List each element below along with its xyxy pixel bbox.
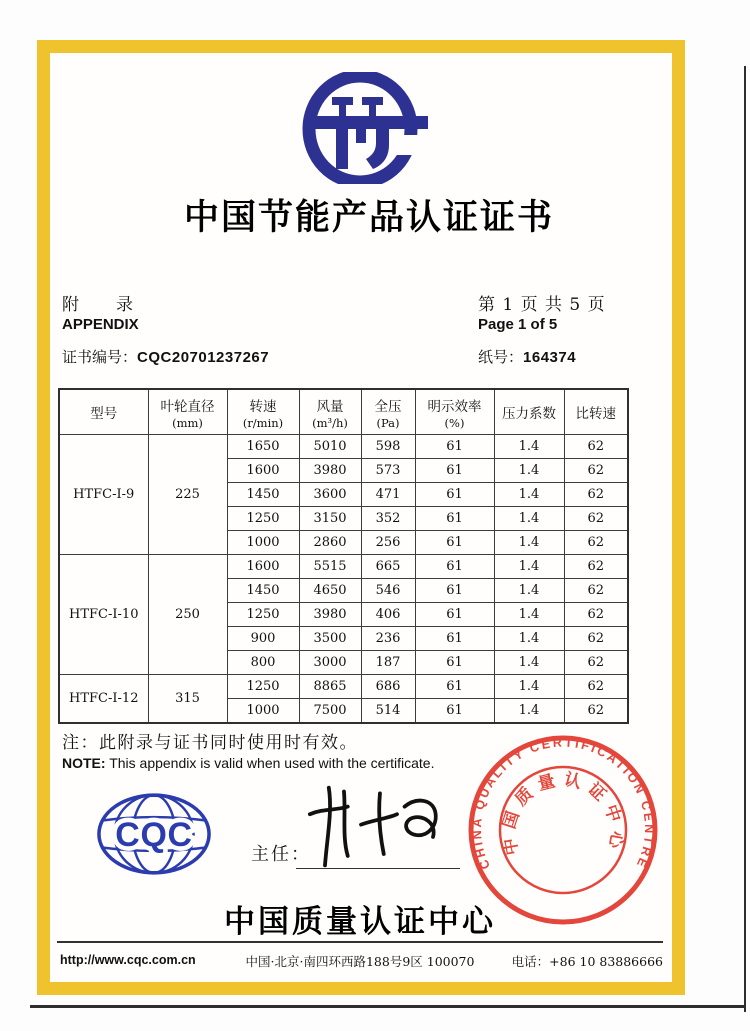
scan-artifact-right-line xyxy=(744,66,746,1012)
value-cell: 61 xyxy=(415,699,494,724)
energy-saving-logo-icon xyxy=(300,72,440,184)
value-cell: 1250 xyxy=(227,603,299,627)
value-cell: 1450 xyxy=(227,483,299,507)
value-cell: 256 xyxy=(361,531,415,555)
value-cell: 62 xyxy=(564,699,628,724)
value-cell: 236 xyxy=(361,627,415,651)
value-cell: 1250 xyxy=(227,507,299,531)
diameter-cell: 250 xyxy=(148,555,227,675)
column-header: 型号 xyxy=(59,389,148,435)
appendix-block xyxy=(62,290,442,372)
note-en xyxy=(62,755,434,771)
value-cell: 62 xyxy=(564,603,628,627)
svg-text:CHINA QUALITY CERTIFICATION xyxy=(470,735,656,871)
diameter-cell: 225 xyxy=(148,435,227,555)
value-cell: 1.4 xyxy=(494,507,564,531)
value-cell: 187 xyxy=(361,651,415,675)
director-label: 主任： xyxy=(251,844,311,864)
table-header-row xyxy=(59,389,628,435)
value-cell: 61 xyxy=(415,579,494,603)
paper-number-row xyxy=(478,346,678,372)
column-header: 比转速 xyxy=(564,389,628,435)
value-cell: 3150 xyxy=(299,507,361,531)
page-number-cn: 第 1 页 共 5 页 xyxy=(478,295,606,315)
value-cell: 61 xyxy=(415,459,494,483)
appendix-label-cn: 附 录 xyxy=(62,295,134,315)
value-cell: 62 xyxy=(564,555,628,579)
value-cell: 1.4 xyxy=(494,603,564,627)
column-header: 压力系数 xyxy=(494,389,564,435)
stamp-inner-text: 中国质量认证中心 xyxy=(498,769,628,857)
note-en-text: This appendix is valid when used with the certificate. xyxy=(105,755,435,771)
value-cell: 62 xyxy=(564,627,628,651)
certificate-title: 中国节能产品认证证书 xyxy=(183,198,554,237)
value-cell: 3980 xyxy=(299,603,361,627)
value-cell: 61 xyxy=(415,555,494,579)
value-cell: 573 xyxy=(361,459,415,483)
value-cell: 5010 xyxy=(299,435,361,459)
table-row xyxy=(59,675,628,699)
value-cell: 4650 xyxy=(299,579,361,603)
director-signature xyxy=(294,782,464,872)
value-cell: 61 xyxy=(415,627,494,651)
value-cell: 3600 xyxy=(299,483,361,507)
value-cell: 1450 xyxy=(227,579,299,603)
value-cell: 2860 xyxy=(299,531,361,555)
column-header: 全压 (Pa) xyxy=(361,389,415,435)
column-header: 明示效率 (%) xyxy=(415,389,494,435)
value-cell: 598 xyxy=(361,435,415,459)
model-cell: HTFC-I-9 xyxy=(59,435,148,555)
value-cell: 61 xyxy=(415,603,494,627)
value-cell: 1000 xyxy=(227,699,299,724)
value-cell: 1.4 xyxy=(494,675,564,699)
scan-artifact-bottom-line xyxy=(30,1005,746,1008)
column-header: 叶轮直径 (mm) xyxy=(148,389,227,435)
value-cell: 1.4 xyxy=(494,699,564,724)
value-cell: 1.4 xyxy=(494,651,564,675)
value-cell: 471 xyxy=(361,483,415,507)
value-cell: 1.4 xyxy=(494,483,564,507)
value-cell: 546 xyxy=(361,579,415,603)
value-cell: 900 xyxy=(227,627,299,651)
organization-name: 中国质量认证中心 xyxy=(224,904,496,939)
value-cell: 1600 xyxy=(227,555,299,579)
model-cell: HTFC-I-10 xyxy=(59,555,148,675)
footer-address: 中国·北京·南四环西路188号9区 100070 xyxy=(245,954,475,969)
page-number-en: Page 1 of 5 xyxy=(478,316,558,333)
value-cell: 1.4 xyxy=(494,555,564,579)
value-cell: 61 xyxy=(415,435,494,459)
value-cell: 1.4 xyxy=(494,435,564,459)
value-cell: 1000 xyxy=(227,531,299,555)
value-cell: 62 xyxy=(564,435,628,459)
certificate-number-row xyxy=(62,346,442,372)
value-cell: 8865 xyxy=(299,675,361,699)
value-cell: 3000 xyxy=(299,651,361,675)
certificate-number-label: 证书编号： xyxy=(62,348,138,366)
value-cell: 1.4 xyxy=(494,579,564,603)
value-cell: 61 xyxy=(415,531,494,555)
value-cell: 5515 xyxy=(299,555,361,579)
stamp-outer-text: CHINA QUALITY CERTIFICATION CENTRE xyxy=(469,735,657,872)
table-row xyxy=(59,435,628,459)
value-cell: 1600 xyxy=(227,459,299,483)
value-cell: 62 xyxy=(564,531,628,555)
value-cell: 61 xyxy=(415,651,494,675)
certificate-number: CQC20701237267 xyxy=(137,349,270,366)
cqc-globe-logo-icon xyxy=(94,788,214,880)
column-header: 转速 (r/min) xyxy=(227,389,299,435)
value-cell: 62 xyxy=(564,651,628,675)
value-cell: 406 xyxy=(361,603,415,627)
value-cell: 800 xyxy=(227,651,299,675)
spec-table xyxy=(58,388,629,724)
svg-text:中国质量认证中心 xyxy=(498,768,628,856)
spec-table-wrap xyxy=(58,388,629,724)
value-cell: 62 xyxy=(564,507,628,531)
value-cell: 665 xyxy=(361,555,415,579)
table-row xyxy=(59,555,628,579)
value-cell: 514 xyxy=(361,699,415,724)
value-cell: 1.4 xyxy=(494,459,564,483)
footer-divider xyxy=(57,941,663,943)
value-cell: 1250 xyxy=(227,675,299,699)
column-header: 风量 (m³/h) xyxy=(299,389,361,435)
footer-website: http://www.cqc.com.cn xyxy=(60,953,196,967)
value-cell: 1650 xyxy=(227,435,299,459)
value-cell: 61 xyxy=(415,675,494,699)
note-cn: 注：此附录与证书同时使用时有效。 xyxy=(62,733,358,753)
footer-phone: 电话：+86 10 83886666 xyxy=(511,954,663,969)
value-cell: 686 xyxy=(361,675,415,699)
diameter-cell: 315 xyxy=(148,675,227,724)
svg-text:CQC: CQC xyxy=(115,816,193,854)
note-en-label: NOTE: xyxy=(62,755,106,771)
model-cell: HTFC-I-12 xyxy=(59,675,148,724)
value-cell: 3980 xyxy=(299,459,361,483)
value-cell: 61 xyxy=(415,483,494,507)
value-cell: 1.4 xyxy=(494,531,564,555)
paper-number: 164374 xyxy=(523,349,577,366)
appendix-label-en: APPENDIX xyxy=(62,316,139,333)
value-cell: 3500 xyxy=(299,627,361,651)
page-info-block xyxy=(478,290,678,372)
value-cell: 1.4 xyxy=(494,627,564,651)
value-cell: 62 xyxy=(564,675,628,699)
value-cell: 62 xyxy=(564,459,628,483)
value-cell: 7500 xyxy=(299,699,361,724)
paper-number-label: 纸号： xyxy=(478,348,524,366)
value-cell: 62 xyxy=(564,579,628,603)
value-cell: 62 xyxy=(564,483,628,507)
value-cell: 352 xyxy=(361,507,415,531)
value-cell: 61 xyxy=(415,507,494,531)
